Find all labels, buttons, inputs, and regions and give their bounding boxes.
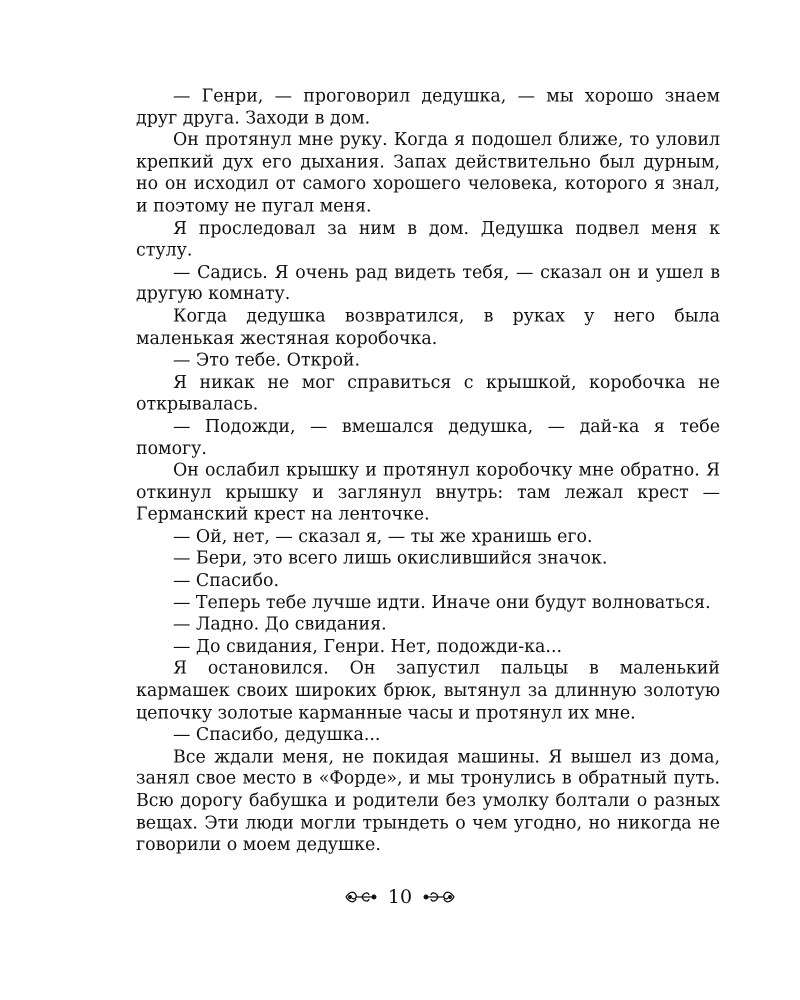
flourish-ornament-right-icon bbox=[422, 888, 456, 906]
paragraph: — Ой, нет, — сказал я, — ты же хранишь его. bbox=[173, 526, 593, 547]
paragraph: — Генри, — проговорил дедушка, — мы хорошо знаем друг друга. Заходи в дом. bbox=[136, 86, 720, 129]
page-text bbox=[136, 86, 720, 857]
paragraph: — Бери, это всего лишь окислившийся значок. bbox=[173, 548, 608, 569]
paragraph: — До свидания, Генри. Нет, подожди-ка... bbox=[173, 636, 563, 658]
paragraph: — Спасибо, дедушка... bbox=[173, 724, 381, 746]
paragraph: — Теперь тебе лучше идти. Иначе они будут волноваться. bbox=[173, 592, 711, 613]
paragraph: Он ослабил крышку и протянул коробочку мне обратно. Я откинул крышку и заглянул внутрь: там лежал крест — Германский крест на ленточке. bbox=[136, 460, 720, 525]
paragraph: Когда дедушка возвратился, в руках у него была маленькая жестяная коробочка. bbox=[136, 306, 720, 349]
paragraph: — Садись. Я очень рад видеть тебя, — сказал он и ушел в другую комнату. bbox=[136, 262, 720, 305]
paragraph: — Это тебе. Открой. bbox=[173, 350, 361, 371]
paragraph: — Ладно. До свидания. bbox=[173, 614, 387, 636]
paragraph: Я остановился. Он запустил пальцы в маленький кармашек своих широких брюк, вытянул за длинную золотую цепочку золотые карманные часы и протянул их мне. bbox=[136, 658, 720, 724]
page-number: 10 bbox=[387, 886, 413, 908]
paragraph: Он протянул мне руку. Когда я подошел ближе, то уловил крепкий дух его дыхания. Запах действительно был дурным, но он исходил от самого хорошего человека, которого я знал, и поэтому не пугал меня. bbox=[136, 130, 720, 217]
flourish-ornament-left-icon bbox=[344, 888, 378, 906]
page-footer bbox=[0, 886, 800, 908]
paragraph: — Спасибо. bbox=[173, 570, 279, 591]
paragraph: Все ждали меня, не покидая машины. Я вышел из дома, занял свое место в «Форде», и мы тронулись в обратный путь. Всю дорогу бабушка и родители без умолку болтали о разных вещах. Эти люди могли трындеть о чем угодно, но никогда не говорили о моем дедушке. bbox=[136, 746, 720, 856]
paragraph: Я никак не мог справиться с крышкой, коробочка не открывалась. bbox=[136, 372, 720, 415]
paragraph: Я проследовал за ним в дом. Дедушка подвел меня к стулу. bbox=[136, 218, 720, 261]
paragraph: — Подожди, — вмешался дедушка, — дай-ка я тебе помогу. bbox=[136, 416, 720, 459]
